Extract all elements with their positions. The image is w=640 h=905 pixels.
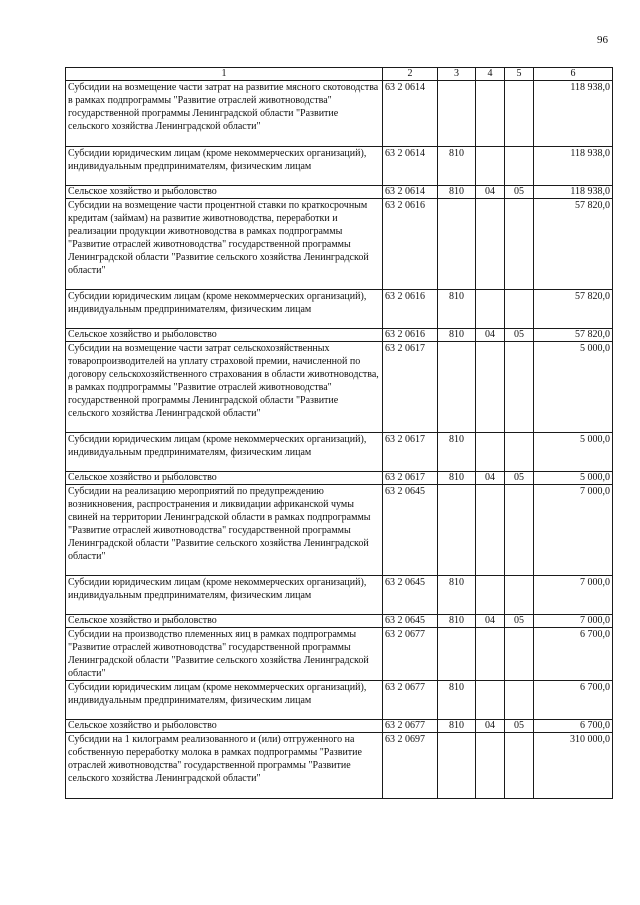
header-col-4: 4: [476, 68, 505, 81]
cell-code: 63 2 0645: [383, 485, 438, 576]
table-row: [66, 342, 613, 433]
table-header-row: [66, 68, 613, 81]
cell-subsection: 05: [505, 472, 534, 485]
cell-subsection: [505, 290, 534, 329]
table-row: [66, 81, 613, 147]
cell-code: 63 2 0617: [383, 342, 438, 433]
header-col-5: 5: [505, 68, 534, 81]
cell-name: Субсидии на возмещение части затрат на развитие мясного скотоводства в рамках подпрограммы "Развитие отраслей животноводства" государственной программы Ленинградской области "Развитие сельского хозяйства Ленинградской области": [66, 81, 383, 147]
cell-expense-type: 810: [438, 147, 476, 186]
table-row: [66, 733, 613, 799]
cell-subsection: [505, 147, 534, 186]
cell-code: 63 2 0645: [383, 615, 438, 628]
cell-amount: 7 000,0: [534, 485, 613, 576]
cell-amount: 5 000,0: [534, 342, 613, 433]
cell-section: [476, 199, 505, 290]
cell-code: 63 2 0616: [383, 199, 438, 290]
cell-code: 63 2 0617: [383, 433, 438, 472]
cell-section: 04: [476, 186, 505, 199]
cell-name: Субсидии юридическим лицам (кроме некоммерческих организаций), индивидуальным предпринимателям, физическим лицам: [66, 290, 383, 329]
cell-subsection: [505, 485, 534, 576]
cell-amount: 7 000,0: [534, 576, 613, 615]
cell-name: Субсидии юридическим лицам (кроме некоммерческих организаций), индивидуальным предпринимателям, физическим лицам: [66, 576, 383, 615]
cell-section: [476, 485, 505, 576]
table-row: [66, 329, 613, 342]
cell-code: 63 2 0616: [383, 329, 438, 342]
table-row: [66, 147, 613, 186]
cell-subsection: 05: [505, 615, 534, 628]
cell-expense-type: 810: [438, 576, 476, 615]
cell-expense-type: [438, 733, 476, 799]
cell-subsection: 05: [505, 329, 534, 342]
cell-subsection: [505, 681, 534, 720]
cell-amount: 57 820,0: [534, 329, 613, 342]
cell-expense-type: 810: [438, 290, 476, 329]
table-row: [66, 576, 613, 615]
cell-name: Сельское хозяйство и рыболовство: [66, 615, 383, 628]
cell-subsection: [505, 433, 534, 472]
cell-name: Сельское хозяйство и рыболовство: [66, 329, 383, 342]
cell-section: [476, 628, 505, 681]
cell-name: Субсидии на возмещение части процентной ставки по краткосрочным кредитам (займам) на развитие животноводства, переработки и реализации продукции животноводства в рамках подпрограммы "Развитие отраслей животноводства" государственной программы Ленинградской области "Развитие сельского хозяйства Ленинградской области": [66, 199, 383, 290]
cell-amount: 5 000,0: [534, 472, 613, 485]
cell-name: Субсидии на реализацию мероприятий по предупреждению возникновения, распространения и ликвидации африканской чумы свиней на территории Ленинградской области в рамках подпрограммы "Развитие отраслей животноводства" государственной программы Ленинградской области "Развитие сельского хозяйства Ленинградской области": [66, 485, 383, 576]
cell-expense-type: 810: [438, 186, 476, 199]
cell-name: Субсидии на производство племенных яиц в рамках подпрограммы "Развитие отраслей животноводства" государственной программы Ленинградской области "Развитие сельского хозяйства Ленинградской области": [66, 628, 383, 681]
cell-expense-type: 810: [438, 720, 476, 733]
cell-expense-type: 810: [438, 472, 476, 485]
cell-expense-type: [438, 485, 476, 576]
page-number: 96: [597, 34, 608, 46]
cell-code: 63 2 0677: [383, 681, 438, 720]
cell-amount: 57 820,0: [534, 290, 613, 329]
cell-section: 04: [476, 720, 505, 733]
cell-subsection: 05: [505, 186, 534, 199]
cell-expense-type: [438, 199, 476, 290]
cell-amount: 5 000,0: [534, 433, 613, 472]
cell-name: Сельское хозяйство и рыболовство: [66, 186, 383, 199]
cell-code: 63 2 0677: [383, 628, 438, 681]
cell-expense-type: 810: [438, 433, 476, 472]
cell-subsection: [505, 81, 534, 147]
cell-code: 63 2 0614: [383, 81, 438, 147]
cell-name: Сельское хозяйство и рыболовство: [66, 720, 383, 733]
cell-section: [476, 147, 505, 186]
cell-subsection: [505, 733, 534, 799]
cell-section: [476, 290, 505, 329]
cell-subsection: [505, 199, 534, 290]
table-row: [66, 720, 613, 733]
cell-section: [476, 576, 505, 615]
cell-expense-type: 810: [438, 329, 476, 342]
cell-section: [476, 681, 505, 720]
table-row: [66, 186, 613, 199]
cell-expense-type: 810: [438, 615, 476, 628]
cell-section: [476, 733, 505, 799]
cell-section: 04: [476, 329, 505, 342]
table-row: [66, 199, 613, 290]
cell-amount: 7 000,0: [534, 615, 613, 628]
cell-code: 63 2 0614: [383, 147, 438, 186]
cell-code: 63 2 0697: [383, 733, 438, 799]
cell-name: Субсидии на 1 килограмм реализованного и (или) отгруженного на собственную переработку молока в рамках подпрограммы "Развитие отраслей животноводства" государственной программы "Развитие сельского хозяйства Ленинградской области": [66, 733, 383, 799]
cell-code: 63 2 0645: [383, 576, 438, 615]
table-row: [66, 472, 613, 485]
cell-expense-type: [438, 628, 476, 681]
cell-expense-type: [438, 81, 476, 147]
cell-amount: 6 700,0: [534, 720, 613, 733]
cell-expense-type: 810: [438, 681, 476, 720]
header-col-1: 1: [66, 68, 383, 81]
cell-section: 04: [476, 472, 505, 485]
cell-amount: 6 700,0: [534, 681, 613, 720]
cell-expense-type: [438, 342, 476, 433]
cell-name: Субсидии юридическим лицам (кроме некоммерческих организаций), индивидуальным предпринимателям, физическим лицам: [66, 681, 383, 720]
cell-name: Субсидии юридическим лицам (кроме некоммерческих организаций), индивидуальным предпринимателям, физическим лицам: [66, 147, 383, 186]
cell-code: 63 2 0616: [383, 290, 438, 329]
table-row: [66, 485, 613, 576]
cell-section: 04: [476, 615, 505, 628]
table-row: [66, 290, 613, 329]
cell-amount: 118 938,0: [534, 81, 613, 147]
header-col-6: 6: [534, 68, 613, 81]
header-col-2: 2: [383, 68, 438, 81]
cell-code: 63 2 0677: [383, 720, 438, 733]
cell-code: 63 2 0614: [383, 186, 438, 199]
cell-name: Субсидии на возмещение части затрат сельскохозяйственных товаропроизводителей на уплату страховой премии, начисленной по договору сельскохозяйственного страхования в области животноводства, в рамках подпрограммы "Развитие отраслей животноводства" государственной программы Ленинградской области "Развитие сельского хозяйства Ленинградской области": [66, 342, 383, 433]
cell-code: 63 2 0617: [383, 472, 438, 485]
cell-subsection: [505, 342, 534, 433]
table-row: [66, 433, 613, 472]
cell-amount: 118 938,0: [534, 147, 613, 186]
cell-subsection: [505, 576, 534, 615]
table-row: [66, 615, 613, 628]
table-row: [66, 628, 613, 681]
cell-section: [476, 81, 505, 147]
cell-section: [476, 433, 505, 472]
cell-name: Субсидии юридическим лицам (кроме некоммерческих организаций), индивидуальным предпринимателям, физическим лицам: [66, 433, 383, 472]
cell-subsection: [505, 628, 534, 681]
cell-amount: 57 820,0: [534, 199, 613, 290]
cell-amount: 6 700,0: [534, 628, 613, 681]
cell-amount: 310 000,0: [534, 733, 613, 799]
header-col-3: 3: [438, 68, 476, 81]
table-row: [66, 681, 613, 720]
budget-table: [65, 67, 613, 799]
cell-section: [476, 342, 505, 433]
cell-amount: 118 938,0: [534, 186, 613, 199]
cell-name: Сельское хозяйство и рыболовство: [66, 472, 383, 485]
table-body: [66, 81, 613, 799]
cell-subsection: 05: [505, 720, 534, 733]
